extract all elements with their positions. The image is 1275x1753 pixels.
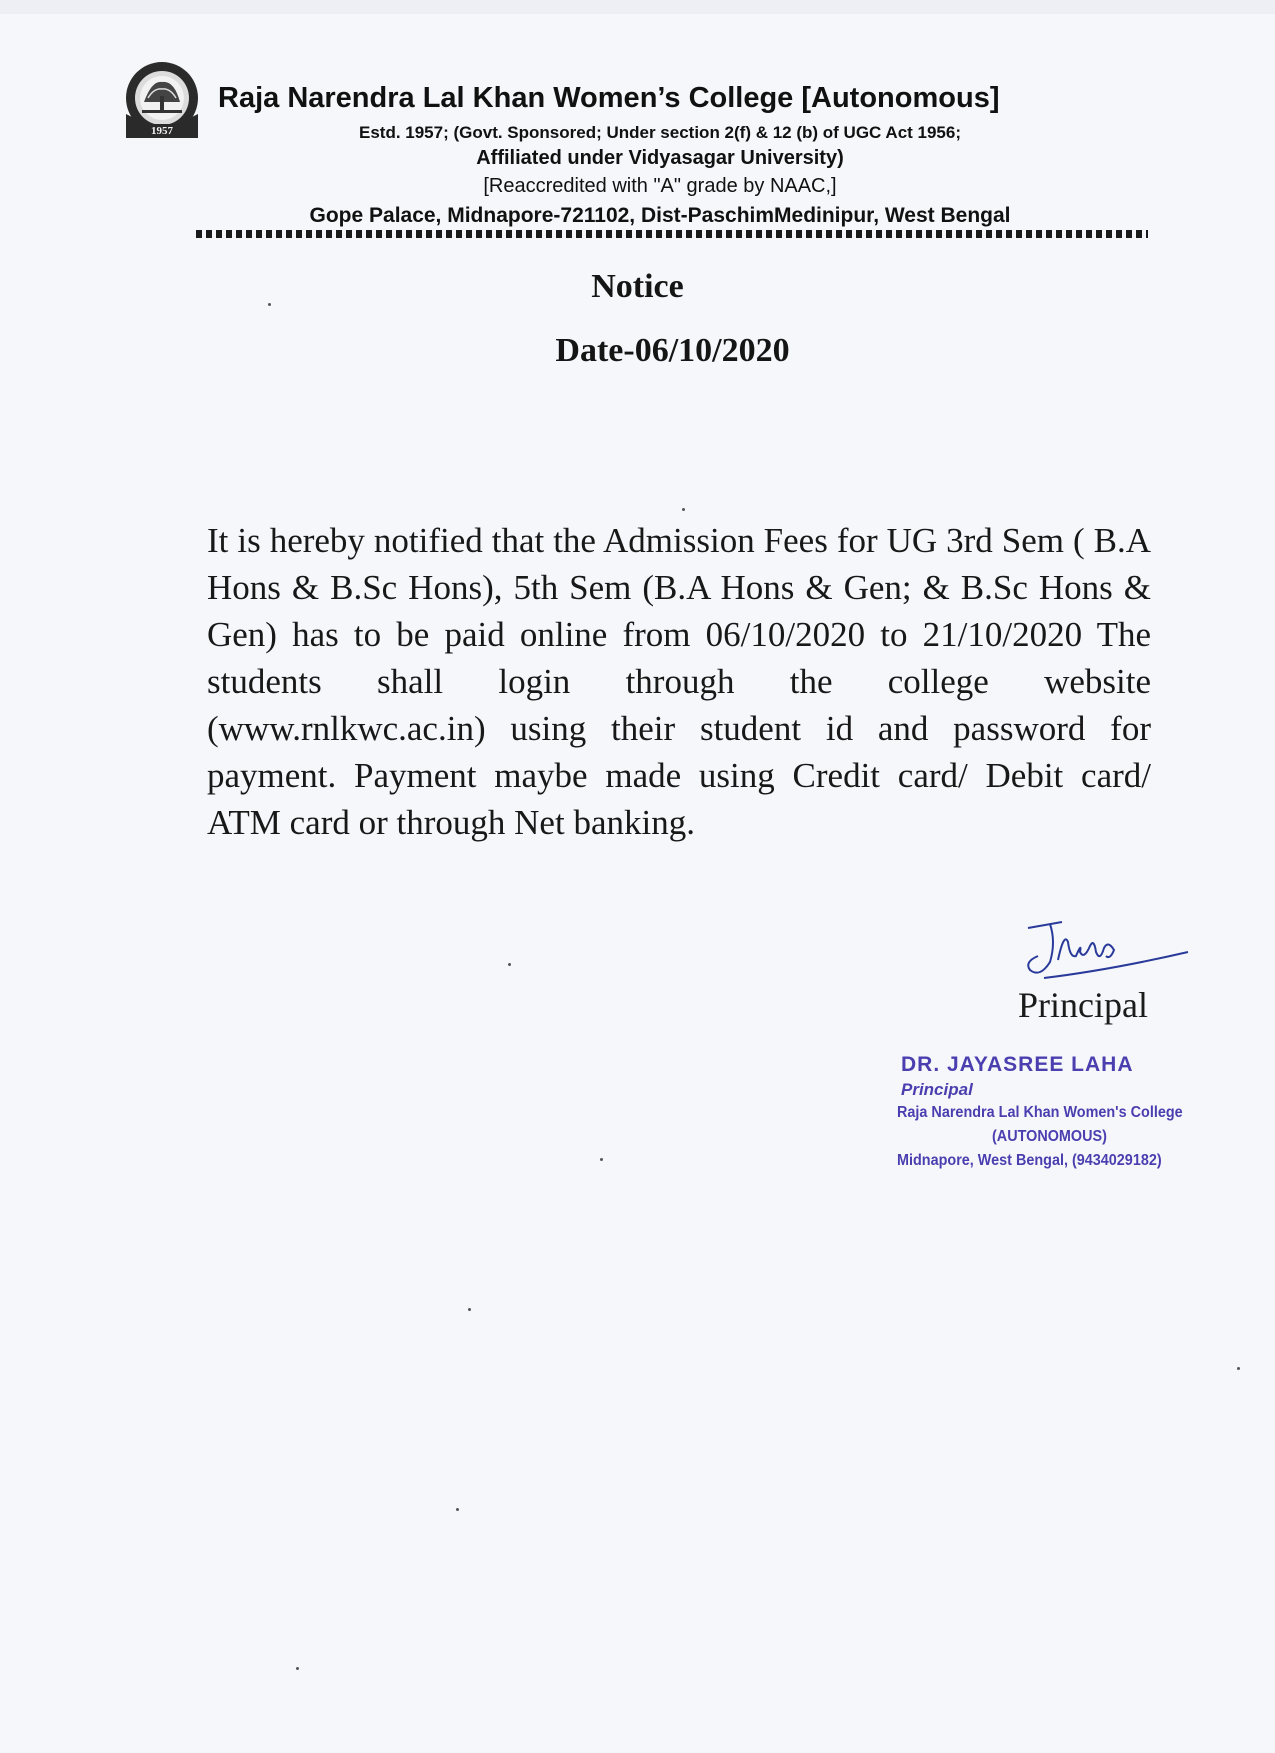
stamp-name: DR. JAYASREE LAHA (901, 1053, 1134, 1076)
scan-speck (268, 303, 271, 306)
notice-body: It is hereby notified that the Admission Fees for UG 3rd Sem ( B.A Hons & B.Sc Hons), 5th Sem (B.A Hons & Gen; & B.Sc Hons & Gen) has to be paid online from 06/10/2020 to 21/10/2020 The students shall login through the college website (www.rnlkwc.ac.in) using their student id and password for payment. Payment maybe made using Credit card/ Debit card/ ATM card or through Net banking. (207, 521, 1151, 842)
scan-speck (468, 1308, 471, 1311)
principal-label: Principal (1018, 985, 1148, 1025)
stamp-location: Midnapore, West Bengal, (9434029182) (897, 1152, 1162, 1169)
stamp-college: Raja Narendra Lal Khan Women's College (897, 1104, 1183, 1121)
scan-speck (296, 1667, 299, 1670)
affiliation-line: Affiliated under Vidyasagar University) (476, 147, 844, 169)
stamp-role: Principal (901, 1080, 973, 1099)
scan-speck (456, 1508, 459, 1511)
scan-speck (600, 1158, 603, 1161)
stamp-status: (AUTONOMOUS) (992, 1128, 1107, 1145)
scan-speck (1237, 1367, 1240, 1370)
accreditation-line: [Reaccredited with "A" grade by NAAC,] (483, 175, 837, 197)
scan-speck (508, 963, 511, 966)
logo-year: 1957 (151, 125, 173, 137)
notice-title: Notice (591, 268, 684, 305)
scan-speck (682, 508, 685, 511)
address-line: Gope Palace, Midnapore-721102, Dist-PaschimMedinipur, West Bengal (309, 204, 1011, 227)
header-divider (196, 230, 1148, 238)
notice-date: Date-06/10/2020 (555, 332, 790, 369)
college-name: Raja Narendra Lal Khan Women’s College [Autonomous] (218, 82, 1000, 114)
page-edge (0, 0, 1275, 14)
principal-stamp (897, 1051, 1237, 1173)
establishment-line: Estd. 1957; (Govt. Sponsored; Under section 2(f) & 12 (b) of UGC Act 1956; (358, 123, 962, 142)
